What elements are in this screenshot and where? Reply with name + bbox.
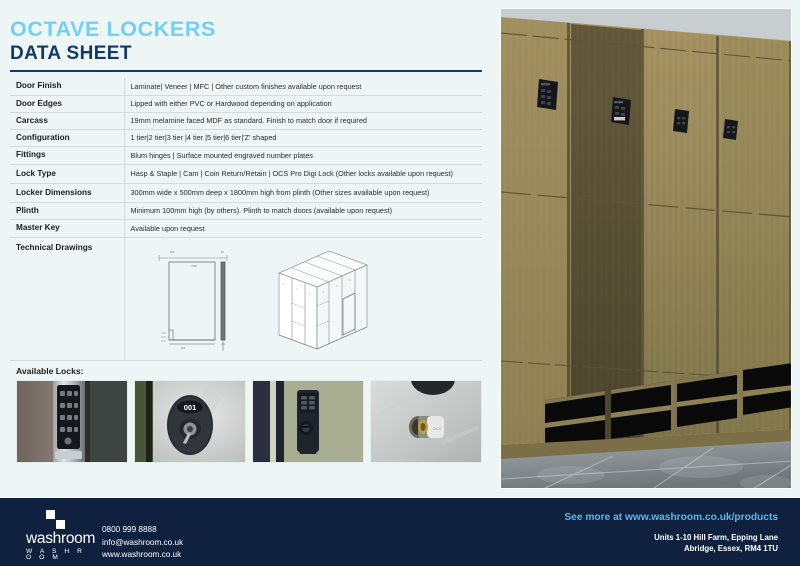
spec-value: Minimum 100mm high (by others). Plinth to match doors (available upon request) — [124, 203, 482, 220]
washroom-logo — [26, 510, 96, 562]
locker-bank-isometric-drawing — [271, 245, 375, 357]
spec-value: Laminate| Veneer | MFC | Other custom finishes available upon request — [124, 78, 482, 95]
lock-photo-digi-push-button — [252, 380, 364, 463]
spec-value: 300mm wide x 500mm deep x 1800mm high from plinth (Other sizes available upon request) — [124, 183, 482, 202]
available-locks-heading: Available Locks: — [16, 365, 84, 376]
spec-value: Blum hinges | Surface mounted engraved number plates — [124, 147, 482, 164]
footer-phone[interactable]: 0800 999 8888 — [102, 525, 157, 535]
available-locks-photo-strip — [10, 380, 482, 463]
table-row — [10, 78, 482, 95]
spec-label: Carcass — [16, 115, 48, 125]
spec-label: Plinth — [16, 206, 39, 216]
svg-text:001: 001 — [183, 402, 197, 412]
spec-value: 19mm melamine faced MDF as standard. Finish to match door if required — [124, 112, 482, 129]
spec-value: Lipped with either PVC or Hardwood depending on application — [124, 95, 482, 112]
spec-label: Locker Dimensions — [16, 187, 92, 197]
svg-text:2: 2 — [295, 287, 297, 291]
svg-text:6: 6 — [348, 278, 350, 282]
table-row — [10, 220, 482, 237]
locker-side-elevation-drawing — [157, 245, 249, 357]
lock-photo-digital-keypad — [16, 380, 128, 463]
table-row — [10, 183, 482, 202]
spec-label: Fittings — [16, 150, 46, 160]
logo-wordmark: washroom — [26, 530, 96, 547]
lock-photo-cam-lock — [370, 380, 482, 463]
footer-address-line-2: Abridge, Essex, RM4 1TU — [683, 543, 778, 553]
svg-text:3: 3 — [308, 292, 310, 296]
footer-website[interactable]: www.washroom.co.uk — [102, 550, 182, 560]
svg-text:500: 500 — [169, 250, 174, 254]
svg-text:OCS: OCS — [432, 425, 442, 431]
footer-address-block — [564, 512, 778, 554]
svg-text:1: 1 — [282, 282, 284, 286]
octave-lockers-installation-photo — [500, 8, 792, 489]
lock-photo-oval-cam-lock — [134, 380, 246, 463]
table-row — [10, 130, 482, 147]
spec-label: Technical Drawings — [16, 242, 93, 252]
spec-label: Lock Type — [16, 168, 56, 178]
svg-text:100: 100 — [180, 346, 185, 350]
spec-label: Master Key — [16, 223, 60, 233]
logo-squares-icon — [46, 510, 72, 530]
spec-value: Hasp & Staple | Cam | Coin Return/Retain | OCS Pro Digi Lock (Other locks available upon request) — [124, 164, 482, 183]
page-title: OCTAVE LOCKERS — [10, 17, 216, 41]
table-row — [10, 112, 482, 129]
table-row-technical-drawings — [10, 237, 482, 360]
spec-value: 1 tier|2 tier|3 tier |4 tier |5 tier|6 tier|'Z' shaped — [124, 130, 482, 147]
logo-tagline: W A S H R O O M — [26, 547, 86, 562]
table-row — [10, 203, 482, 220]
svg-text:19: 19 — [220, 250, 224, 254]
spec-label: Door Finish — [16, 81, 62, 91]
page-subtitle: DATA SHEET — [10, 42, 132, 64]
spec-label: Configuration — [16, 133, 70, 143]
footer-contact-details — [102, 525, 183, 561]
see-more-link[interactable]: See more at www.washroom.co.uk/products — [564, 512, 778, 523]
spec-value: Available upon request — [124, 220, 482, 237]
footer-email[interactable]: info@washroom.co.uk — [102, 537, 184, 547]
svg-text:5: 5 — [335, 284, 337, 288]
technical-drawings-container — [131, 241, 483, 357]
table-row — [10, 164, 482, 183]
page-footer — [0, 498, 800, 566]
technical-drawings-cell — [124, 237, 482, 360]
title-divider — [10, 70, 482, 72]
footer-brand-block — [26, 510, 183, 562]
specification-table — [10, 78, 482, 360]
table-row — [10, 95, 482, 112]
table-row — [10, 147, 482, 164]
spec-label: Door Edges — [16, 98, 62, 108]
footer-address-line-1: Units 1-10 Hill Farm, Epping Lane — [654, 533, 778, 543]
svg-text:4: 4 — [322, 290, 324, 294]
svg-text:1800: 1800 — [190, 264, 197, 268]
